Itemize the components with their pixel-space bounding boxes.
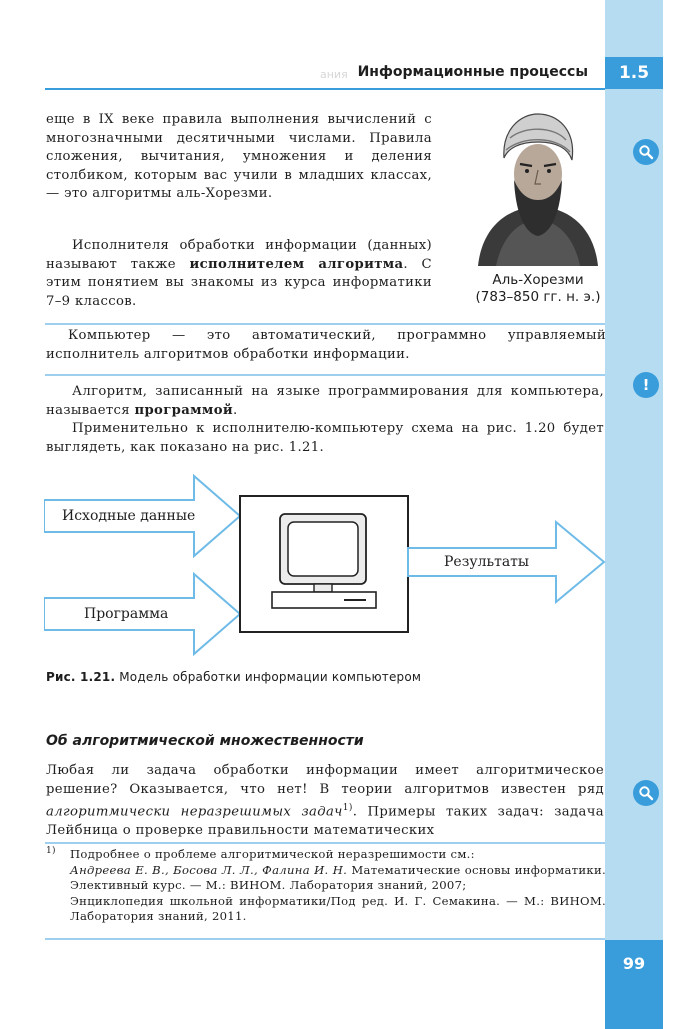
footnote-rule	[45, 842, 605, 844]
footnote	[46, 847, 606, 925]
definition-text: Компьютер — это автоматический, программно управляемый исполнитель алгоритмов обработки информации.	[46, 328, 606, 362]
page-number: 99	[605, 940, 663, 1029]
footnote-ref-1: Андреева Е. В., Босова Л. Л., Фалина И. Н. Математические основы информатики. Элективный курс. — М.: ВИНОМ. Лаборатория знаний, 2007;	[70, 862, 606, 892]
label-program: Программа	[84, 606, 169, 622]
portrait-al-khwarizmi	[476, 108, 600, 266]
magnifier-icon	[633, 780, 659, 806]
portrait-dates: (783–850 гг. н. э.)	[475, 289, 601, 305]
paragraph-2: Исполнителя обработки информации (данных) называют также исполнителем алгоритма. С этим понятием вы знакомы из курса информатики 7–9 классов.	[46, 238, 432, 309]
bleed-through-text: ания	[320, 68, 348, 81]
definition-top-rule	[45, 323, 605, 325]
paragraph-3: Алгоритм, записанный на языке программирования для компьютера, называется программой. Применительно к исполнителю-компьютеру схема на рис. 1.20 будет выглядеть, как показано на рис. 1.21.	[46, 383, 604, 457]
label-input-data: Исходные данные	[62, 508, 196, 524]
bottom-rule	[45, 938, 605, 940]
subheading: Об алгоритмической множественности	[46, 733, 364, 749]
paragraph-1: еще в IX веке правила выполнения вычислений с многозначными десятичными числами. Правила сложения, вычитания, умножения и деления столбиком, которым вас учили в младших классах, — это алгоритмы аль-Хорезми.	[46, 112, 432, 201]
figure-caption: Рис. 1.21. Модель обработки информации компьютером	[46, 670, 422, 684]
footnote-mark: 1)	[46, 846, 56, 856]
label-results: Результаты	[444, 554, 530, 570]
computer-icon	[272, 514, 376, 608]
definition-bottom-rule	[45, 374, 605, 376]
footnote-intro: Подробнее о проблеме алгоритмической неразрешимости см.:	[70, 847, 475, 861]
footnote-ref-2: Энциклопедия школьной информатики/Под ред. И. Г. Семакина. — М.: ВИНОМ. Лаборатория знаний, 2011.	[70, 893, 606, 923]
exclamation-icon: !	[633, 372, 659, 398]
section-badge: 1.5	[605, 57, 663, 89]
header-rule	[45, 88, 605, 90]
portrait-name: Аль-Хорезми	[492, 272, 584, 288]
portrait-caption	[465, 272, 611, 306]
running-header: Информационные процессы	[357, 64, 588, 80]
paragraph-4: Любая ли задача обработки информации имеет алгоритмическое решение? Оказывается, что нет! В теории алгоритмов известен ряд алгоритмически неразрешимых задач$^{1)}$. Примеры таких задач: задача Лейбница о проверке правильности математических	[46, 763, 604, 838]
paragraph-3-second: Применительно к исполнителю-компьютеру схема на рис. 1.20 будет выглядеть, как показано на рис. 1.21.	[46, 421, 604, 455]
figure-1-21	[44, 472, 606, 658]
magnifier-icon	[633, 139, 659, 165]
